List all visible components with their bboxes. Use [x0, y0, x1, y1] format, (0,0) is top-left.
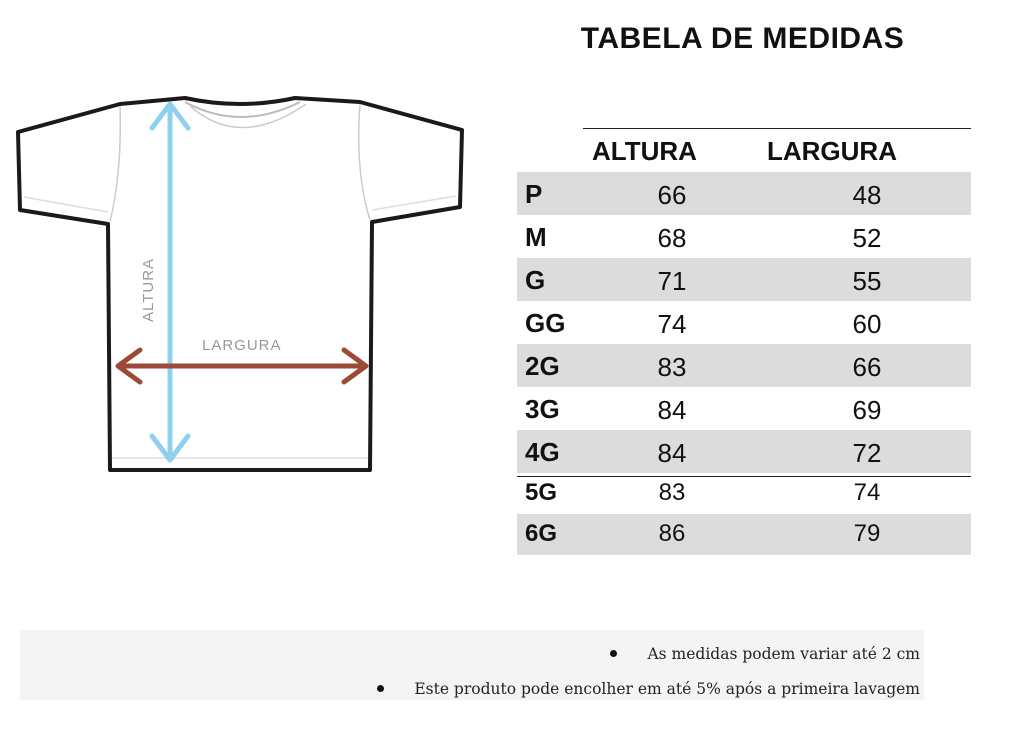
altura-cell: 66: [657, 180, 687, 210]
tshirt-diagram: [10, 92, 470, 477]
table-body: [517, 172, 971, 555]
altura-cell: 84: [657, 395, 687, 425]
size-cell: 3G: [525, 394, 560, 424]
bullet-icon: [377, 685, 384, 692]
largura-cell: 74: [853, 479, 881, 506]
largura-cell: 69: [852, 395, 882, 425]
largura-cell: 79: [853, 520, 881, 547]
altura-cell: 84: [657, 438, 687, 468]
header-top-rule: [583, 128, 971, 129]
table-row: [517, 258, 971, 301]
table-divider: [517, 476, 971, 477]
altura-cell: 83: [657, 352, 687, 382]
table-row: [517, 430, 971, 473]
note-item: [377, 680, 920, 698]
table-row: [517, 473, 971, 514]
page-title: TABELA DE MEDIDAS: [580, 22, 905, 55]
largura-cell: 66: [852, 352, 882, 382]
bullet-icon: [610, 650, 617, 657]
notes-box: [20, 630, 924, 700]
note-item: [610, 645, 920, 663]
header-altura: ALTURA: [592, 136, 697, 166]
altura-label: ALTURA: [140, 257, 157, 322]
largura-cell: 55: [852, 266, 882, 296]
header-largura: LARGURA: [767, 136, 897, 166]
size-cell: 6G: [525, 520, 558, 547]
size-cell: GG: [525, 308, 566, 338]
largura-label: LARGURA: [202, 337, 282, 354]
tshirt-outline: [18, 98, 462, 470]
size-cell: G: [525, 265, 546, 295]
altura-cell: 68: [657, 223, 687, 253]
table-row: [517, 514, 971, 555]
largura-cell: 72: [852, 438, 882, 468]
altura-cell: 83: [658, 479, 686, 506]
size-cell: 5G: [525, 479, 558, 506]
size-cell: P: [525, 179, 543, 209]
largura-cell: 60: [852, 309, 882, 339]
altura-cell: 74: [657, 309, 687, 339]
size-cell: M: [525, 222, 547, 252]
note-text: As medidas podem variar até 2 cm: [647, 645, 920, 663]
table-row: [517, 387, 971, 430]
size-cell: 2G: [525, 351, 560, 381]
table-row: [517, 344, 971, 387]
size-cell: 4G: [525, 437, 560, 467]
table-row: [517, 172, 971, 215]
table-row: [517, 301, 971, 344]
note-text: Este produto pode encolher em até 5% após a primeira lavagem: [414, 680, 920, 698]
largura-cell: 52: [852, 223, 882, 253]
largura-cell: 48: [852, 180, 882, 210]
table-row: [517, 215, 971, 258]
altura-cell: 86: [658, 520, 686, 547]
altura-cell: 71: [657, 266, 687, 296]
